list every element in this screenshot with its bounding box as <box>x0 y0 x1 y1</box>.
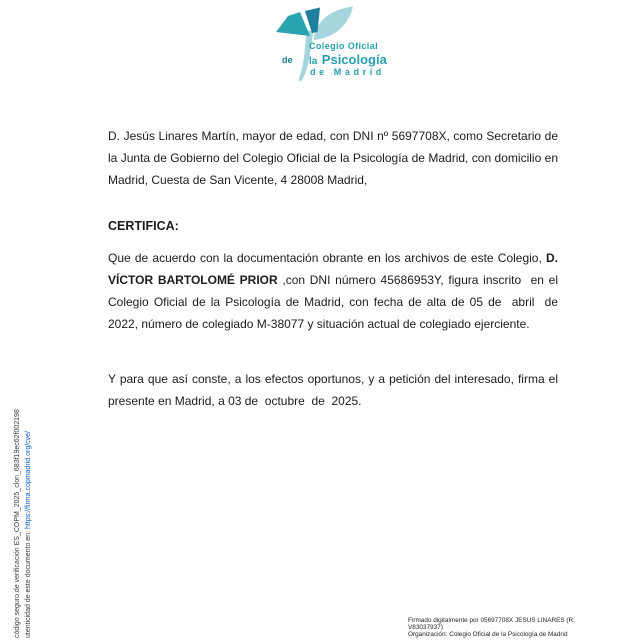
verification-code-sidebar <box>12 338 34 638</box>
verification-url-line <box>23 338 34 638</box>
verification-url-prefix: utenticidad de este documento en: <box>25 529 32 638</box>
certification-text-post: ,con DNI número 45686953Y, figura inscrito en el Colegio Oficial de la Psicología de Madrid, con fecha de alta de 05 de abril de 2022, número de colegiado M-38077 y situación actual de colegiado ejerciente. <box>108 273 565 331</box>
logo-text-la: la <box>309 56 318 67</box>
intro-paragraph: D. Jesús Linares Martín, mayor de edad, con DNI nº 5697708X, como Secretario de la Junta de Gobierno del Colegio Oficial de la Psicología de Madrid, con domicilio en Madrid, Cuesta de San Vicente, 4 28008 Madrid, <box>108 129 562 187</box>
logo-text-colegio-oficial: Colegio Oficial <box>309 41 379 51</box>
logo-text-de-madrid: de Madrid <box>310 67 385 77</box>
verification-url-link[interactable]: https://firma.copmadrid.org/cve/ <box>25 430 32 530</box>
logo-text-name: Psicología <box>321 52 387 67</box>
digital-signature-block <box>408 618 608 638</box>
logo-text-de: de <box>282 55 293 65</box>
closing-paragraph: Y para que así conste, a los efectos oportunos, y a petición del interesado, firma el presente en Madrid, a 03 de octubre de 2025. <box>108 372 562 408</box>
signature-line-3: Organización: Colegio Oficial de la Psicología de Madrid <box>408 630 568 638</box>
certifica-heading: CERTIFICA: <box>108 219 179 233</box>
signature-line-1: Firmado digitalmente por 05697708X JESUS LINARES (R: <box>408 617 575 624</box>
certified-person-name: D. VÍCTOR BARTOLOMÉ PRIOR <box>108 251 562 287</box>
certification-paragraph <box>108 247 565 335</box>
copm-logo <box>262 5 387 91</box>
certification-text-pre: Que de acuerdo con la documentación obrante en los archivos de este Colegio, <box>108 251 546 265</box>
verification-code-text: código seguro de verificación ES_COPM_2025_clon_683f19ec62f002198 <box>14 409 21 638</box>
signature-line-2: V83037937) <box>408 623 443 631</box>
